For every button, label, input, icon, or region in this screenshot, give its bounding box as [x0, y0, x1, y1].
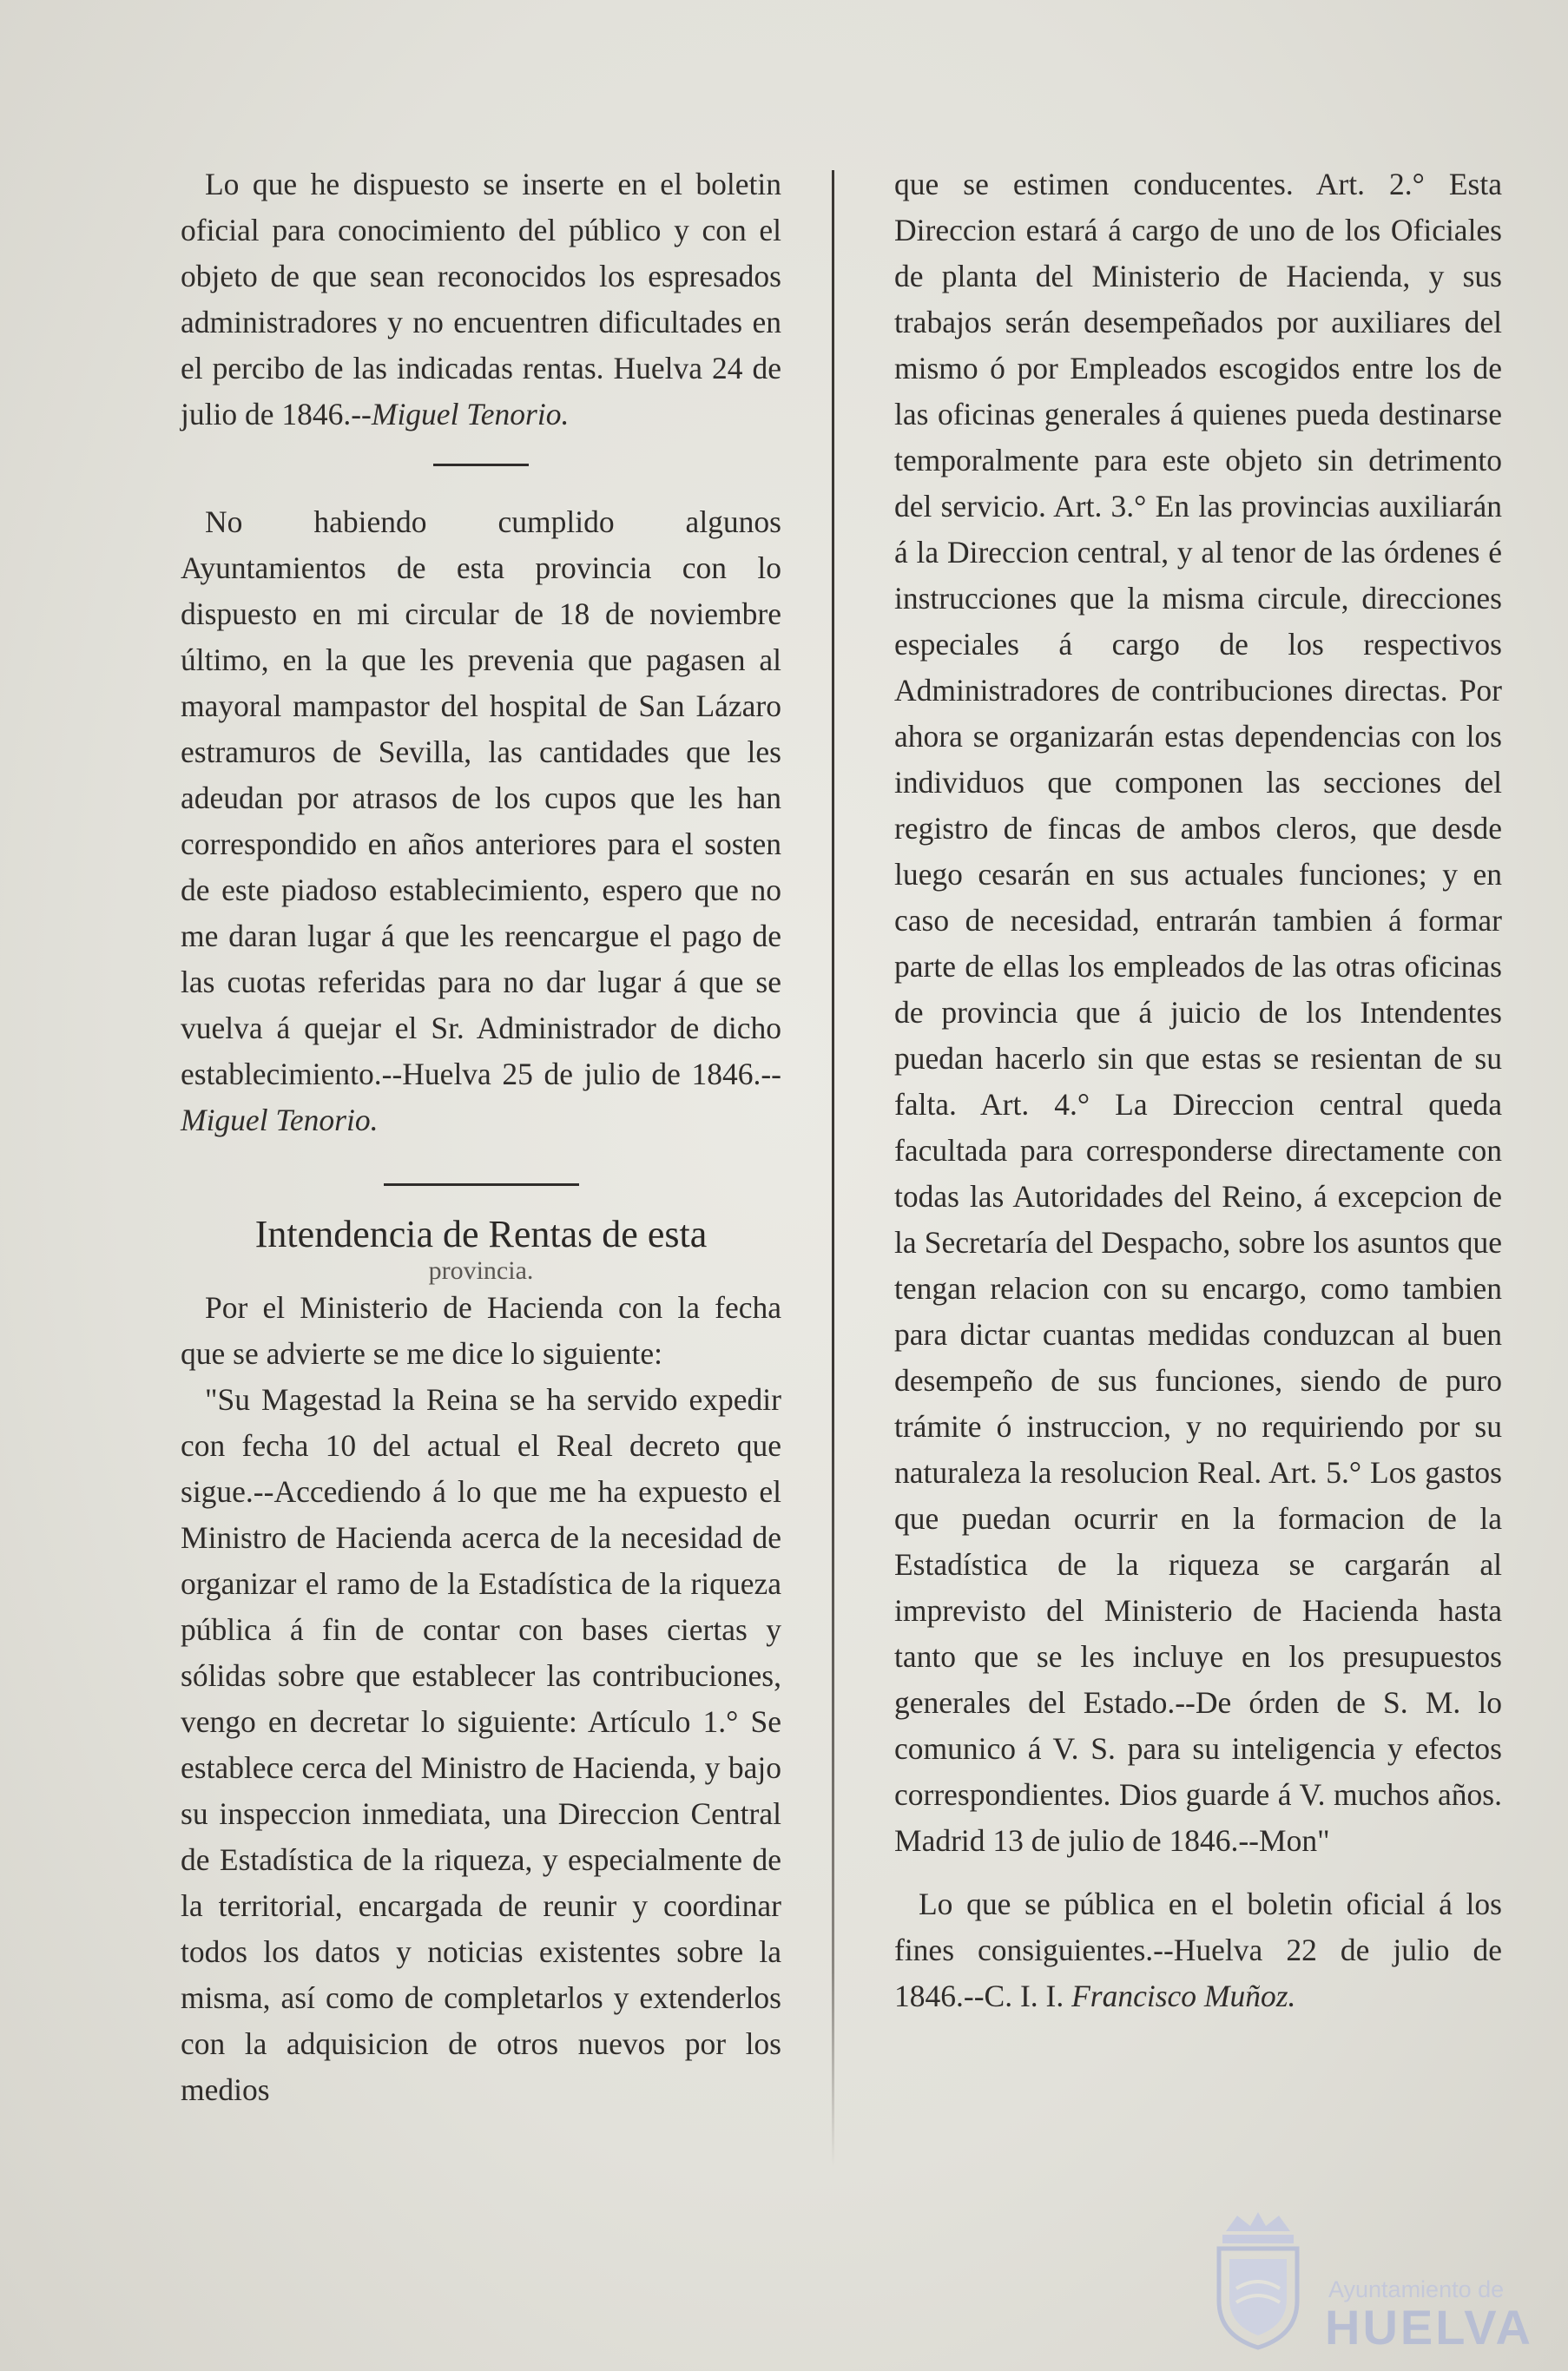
- coat-of-arms-icon: [1207, 2205, 1309, 2351]
- left-paragraph-1-text: Lo que he dispuesto se inserte en el boletin oficial para conocimiento del público y con el objeto de que sean reconocidos los espresados administradores y no encuentren dificultades en el percibo de las indicadas rentas. Huelva 24 de julio de 1846.--: [181, 167, 781, 431]
- column-divider: [832, 170, 834, 2167]
- library-watermark-stamp: [1207, 2205, 1533, 2355]
- left-signature-1: Miguel Tenorio.: [371, 397, 570, 431]
- right-signature: Francisco Muñoz.: [1071, 1979, 1296, 2013]
- right-paragraph-2: [894, 1881, 1502, 2019]
- left-paragraph-3: Por el Ministerio de Hacienda con la fecha que se advierte se me dice lo siguiente:: [181, 1290, 781, 1371]
- left-paragraph-2: [181, 499, 781, 1143]
- left-column: [181, 161, 781, 2113]
- section-heading: Intendencia de Rentas de esta: [254, 1213, 708, 1255]
- watermark-line-2: HUELVA: [1325, 2300, 1533, 2355]
- left-signature-2: Miguel Tenorio.: [181, 1103, 379, 1137]
- left-paragraph-2-text: No habiendo cumplido algunos Ayuntamientos de esta provincia con lo dispuesto en mi circular de 18 de noviembre último, en la que les prevenia que pagasen al mayoral mampastor del hospital de San Lázaro estramuros de Sevilla, las cantidades que les adeudan por atrasos de los cupos que les han correspondido en años anteriores para el sosten de este piadoso establecimiento, espero que no me daran lugar á que les reencargue el pago de las cuotas referidas para no dar lugar á que se vuelva á quejar el Sr. Administrador de dicho establecimiento.--Huelva 25 de julio de 1846.--: [181, 504, 781, 1091]
- separator-rule-1: [433, 464, 529, 466]
- right-paragraph-2-text: Lo que se pública en el boletin oficial á los fines consiguientes.--Huelva 22 de julio de 1846.--C. I. I.: [894, 1887, 1502, 2013]
- watermark-line-1: Ayuntamiento de: [1328, 2276, 1505, 2302]
- separator-rule-2: [384, 1183, 579, 1186]
- left-paragraph-4: "Su Magestad la Reina se ha servido expedir con fecha 10 del actual el Real decreto que sigue.--Accediendo á lo que me ha expuesto el Ministro de Hacienda acerca de la necesidad de organizar el ramo de la Estadística de la riqueza pública á fin de contar con bases ciertas y sólidas sobre que establecer las contribuciones, vengo en decretar lo siguiente: Artículo 1.° Se establece cerca del Ministro de Hacienda, y bajo su inspeccion inmediata, una Direccion Central de Estadística de la riqueza, y especialmente de la territorial, encargada de reunir y coordinar todos los datos y noticias existentes sobre la misma, así como de completarlos y extenderlos con la adquisicion de otros nuevos por los medios: [181, 1382, 781, 2107]
- section-subheading: provincia.: [428, 1256, 534, 1285]
- left-paragraph-1: [181, 161, 781, 438]
- right-column: [894, 161, 1502, 2019]
- right-paragraph-1: que se estimen conducentes. Art. 2.° Esta Direccion estará á cargo de uno de los Oficiales de planta del Ministerio de Hacienda, y sus trabajos serán desempeñados por auxiliares del mismo ó por Empleados escogidos entre los de las oficinas generales á quienes pueda destinarse temporalmente para este objeto sin detrimento del servicio. Art. 3.° En las provincias auxiliarán á la Direccion central, y al tenor de las órdenes é instrucciones que la misma circule, direcciones especiales á cargo de los respectivos Administradores de contribuciones directas. Por ahora se organizarán estas dependencias con los individuos que componen las secciones del registro de fincas de ambos cleros, que desde luego cesarán en sus actuales funciones; y en caso de necesidad, entrarán tambien á formar parte de ellas los empleados de las otras oficinas de provincia que á juicio de los Intendentes puedan hacerlo sin que estas se resientan de su falta. Art. 4.° La Direccion central queda facultada para corresponderse directamente con todas las Autoridades del Reino, á excepcion de la Secretaría del Despacho, sobre los asuntos que tengan relacion con su encargo, como tambien para dictar cuantas medidas conduzcan al buen desempeño de sus funciones, siendo de puro trámite ó instruccion, y no requiriendo por su naturaleza la resolucion Real. Art. 5.° Los gastos que puedan ocurrir en la formacion de la Estadística de la riqueza se cargarán al imprevisto del Ministerio de Hacienda hasta tanto que se les incluye en los presupuestos generales del Estado.--De órden de S. M. lo comunico á V. S. para su inteligencia y efectos correspondientes. Dios guarde á V. muchos años. Madrid 13 de julio de 1846.--Mon": [894, 167, 1502, 1858]
